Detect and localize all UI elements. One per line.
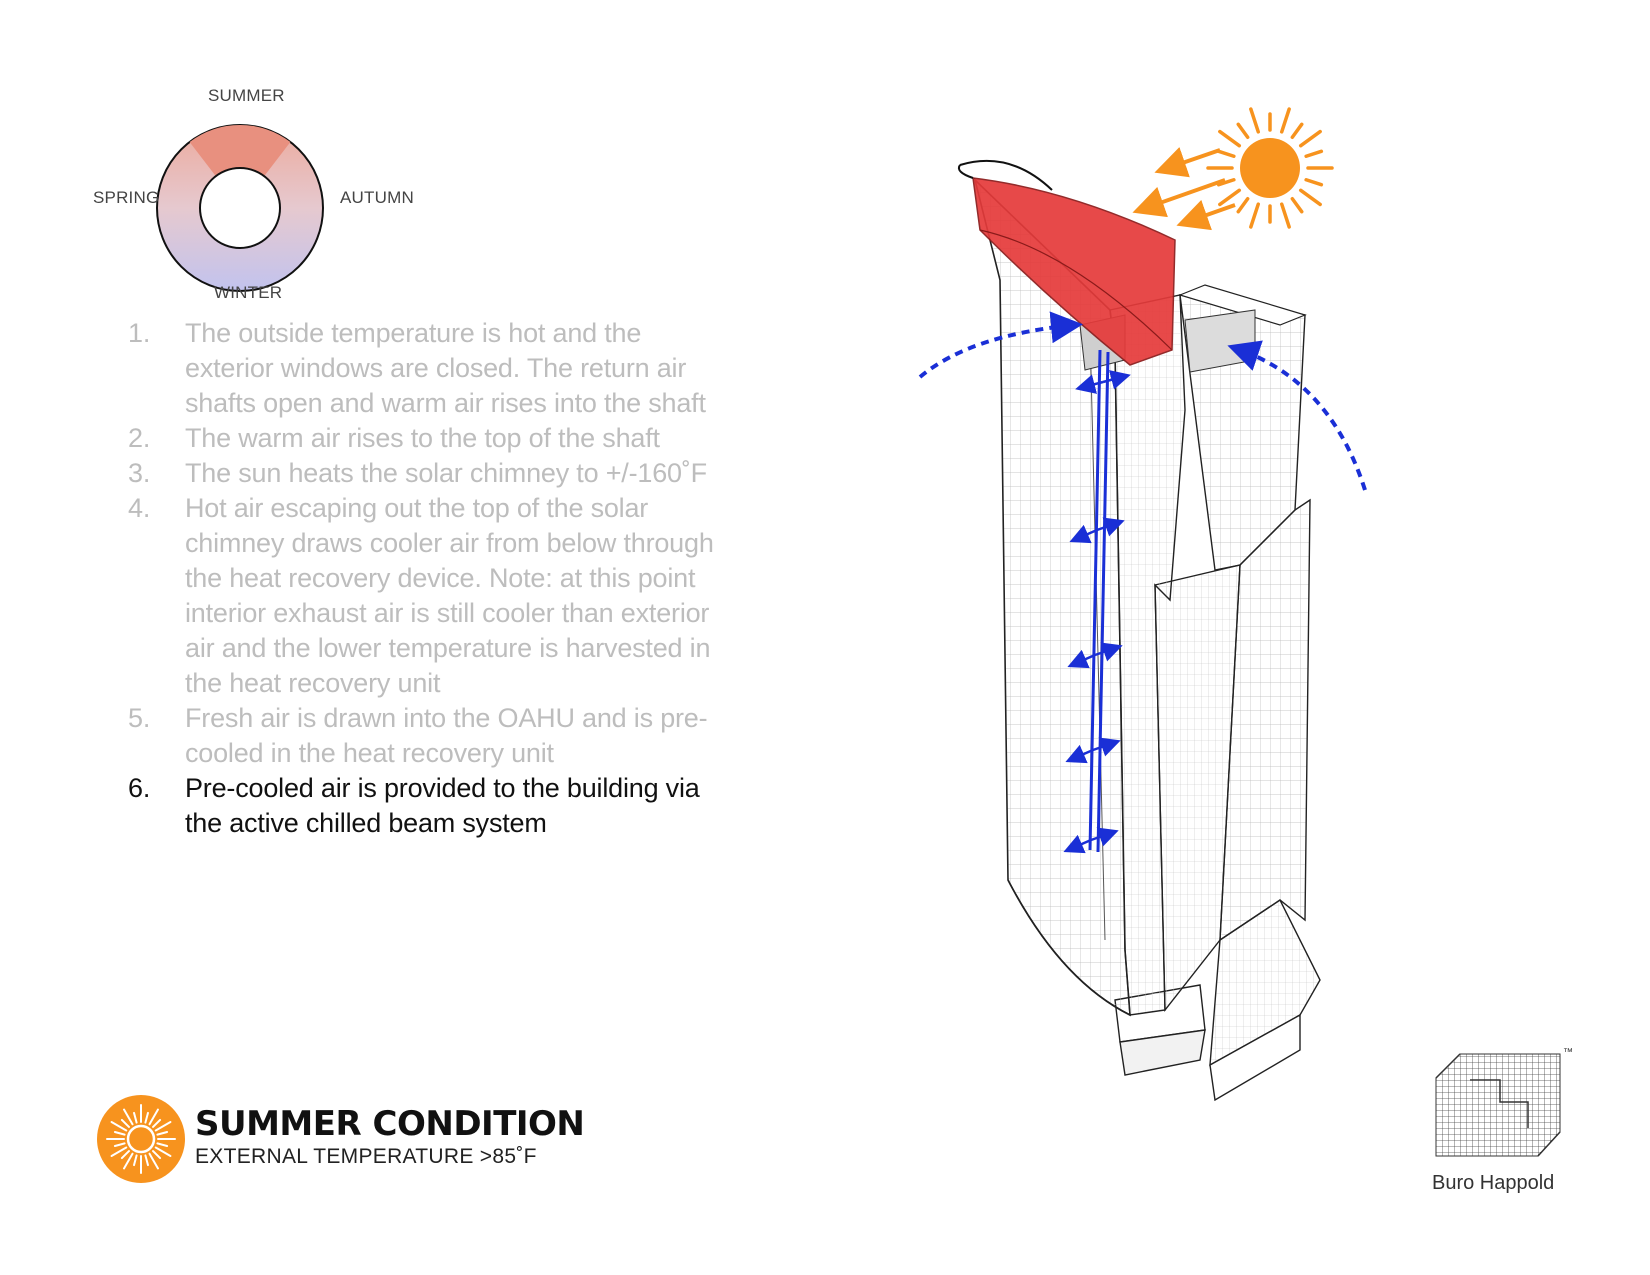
season-autumn-label: AUTUMN bbox=[340, 188, 414, 207]
season-spring-label: SPRING bbox=[93, 188, 160, 207]
step-number: 5. bbox=[128, 703, 151, 733]
step-number: 1. bbox=[128, 318, 151, 348]
process-steps-list bbox=[128, 316, 728, 841]
tower-illustration bbox=[900, 80, 1460, 1140]
step-number: 6. bbox=[128, 773, 151, 803]
season-wheel bbox=[140, 108, 340, 308]
step-number: 4. bbox=[128, 493, 151, 523]
sun-ray bbox=[1219, 151, 1234, 156]
logo-graphic bbox=[1430, 1050, 1580, 1160]
step-text: The outside temperature is hot and the exterior windows are closed. The return air shafts open and warm air rises into the shaft bbox=[185, 318, 706, 418]
step-item bbox=[128, 491, 728, 701]
step-item bbox=[128, 421, 728, 456]
sun-ray bbox=[1282, 204, 1289, 227]
sun-badge-graphic bbox=[96, 1094, 186, 1184]
sun-ray bbox=[1251, 109, 1258, 132]
sun-ray bbox=[1238, 199, 1247, 212]
step-text: Pre-cooled air is provided to the building via the active chilled beam system bbox=[185, 773, 700, 838]
step-item bbox=[128, 316, 728, 421]
step-text: Hot air escaping out the top of the solar chimney draws cooler air from below through the heat recovery device. Note: at this point interior exhaust air is still cooler than exterior air and the lower temperature is harvested in the heat recovery unit bbox=[185, 493, 714, 698]
condition-title: SUMMER CONDITION bbox=[195, 1104, 585, 1144]
step-number: 3. bbox=[128, 458, 151, 488]
wheel-center bbox=[200, 168, 280, 248]
sun-ray bbox=[1282, 109, 1289, 132]
sun-ray bbox=[1292, 124, 1301, 137]
sun-ray bbox=[1238, 124, 1247, 137]
condition-subtitle: EXTERNAL TEMPERATURE >85˚F bbox=[195, 1145, 537, 1168]
sun-ray bbox=[1306, 151, 1321, 156]
logo-mark bbox=[1430, 1050, 1580, 1160]
building-diagram bbox=[900, 80, 1460, 1140]
sun-ray bbox=[1301, 132, 1320, 146]
season-summer-label: SUMMER bbox=[208, 86, 285, 105]
sun-ray bbox=[1251, 204, 1258, 227]
step-item bbox=[128, 701, 728, 771]
sun-ray bbox=[1301, 190, 1320, 204]
step-item bbox=[128, 456, 728, 491]
step-number: 2. bbox=[128, 423, 151, 453]
sun-icon bbox=[96, 1094, 186, 1184]
step-text: The warm air rises to the top of the shaft bbox=[185, 423, 660, 453]
season-wheel-graphic bbox=[140, 108, 340, 308]
sun-ray bbox=[1292, 199, 1301, 212]
logo-name: Buro Happold bbox=[1432, 1172, 1555, 1194]
logo-trademark: ™ bbox=[1563, 1047, 1573, 1058]
sun-ray bbox=[1220, 190, 1239, 204]
sun-ray bbox=[1220, 132, 1239, 146]
step-text: Fresh air is drawn into the OAHU and is pre-cooled in the heat recovery unit bbox=[185, 703, 708, 768]
sun-ray bbox=[1306, 180, 1321, 185]
step-text: The sun heats the solar chimney to +/-160˚F bbox=[185, 458, 707, 488]
step-item-active bbox=[128, 771, 728, 841]
season-winter-label: WINTER bbox=[214, 283, 283, 302]
solar-radiation-arrows bbox=[1140, 150, 1235, 223]
